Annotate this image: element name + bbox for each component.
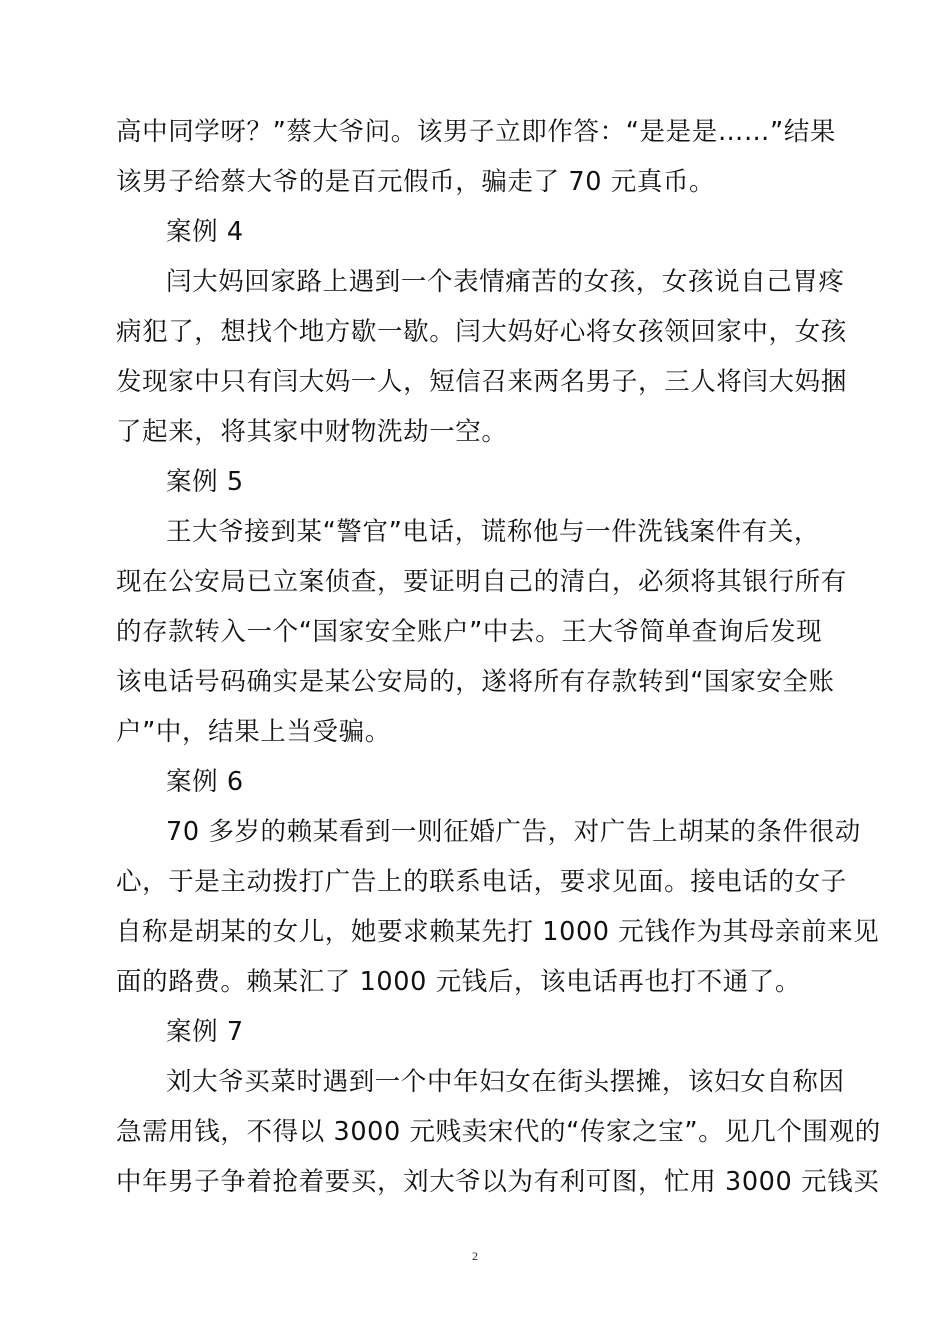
case-heading: 案例 4: [166, 217, 244, 247]
text-line: 病犯了，想找个地方歇一歇。闫大妈好心将女孩领回家中，女孩: [116, 317, 847, 347]
text-line: 高中同学呀？”蔡大爷问。该男子立即作答：“是是是……”结果: [116, 117, 837, 147]
text-line: 现在公安局已立案侦查，要证明自己的清白，必须将其银行所有: [116, 567, 847, 597]
text-line: 该男子给蔡大爷的是百元假币，骗走了 70 元真币。: [116, 167, 716, 197]
paragraph-first-line: 闫大妈回家路上遇到一个表情痛苦的女孩，女孩说自己胃疼: [166, 267, 845, 297]
text-line: 户”中，结果上当受骗。: [116, 717, 391, 747]
case-heading: 案例 7: [166, 1017, 244, 1047]
text-line: 急需用钱，不得以 3000 元贱卖宋代的“传家之宝”。见几个围观的: [116, 1117, 881, 1147]
case-heading: 案例 6: [166, 767, 244, 797]
text-line: 自称是胡某的女儿，她要求赖某先打 1000 元钱作为其母亲前来见: [116, 917, 880, 947]
text-line: 该电话号码确实是某公安局的，遂将所有存款转到“国家安全账: [116, 667, 835, 697]
page-number: 2: [472, 1249, 478, 1263]
text-line: 面的路费。赖某汇了 1000 元钱后，该电话再也打不通了。: [116, 967, 802, 997]
text-line: 中年男子争着抢着要买，刘大爷以为有利可图，忙用 3000 元钱买: [116, 1167, 880, 1197]
case-heading: 案例 5: [166, 467, 244, 497]
text-line: 的存款转入一个“国家安全账户”中去。王大爷简单查询后发现: [116, 617, 823, 647]
paragraph-first-line: 刘大爷买菜时遇到一个中年妇女在街头摆摊，该妇女自称因: [166, 1067, 845, 1097]
text-line: 了起来，将其家中财物洗劫一空。: [116, 417, 508, 447]
text-line: 发现家中只有闫大妈一人，短信召来两名男子，三人将闫大妈捆: [116, 367, 847, 397]
paragraph-first-line: 70 多岁的赖某看到一则征婚广告，对广告上胡某的条件很动: [166, 817, 861, 847]
paragraph-first-line: 王大爷接到某“警官”电话，谎称他与一件洗钱案件有关，: [166, 517, 821, 547]
text-line: 心，于是主动拨打广告上的联系电话，要求见面。接电话的女子: [116, 867, 847, 897]
